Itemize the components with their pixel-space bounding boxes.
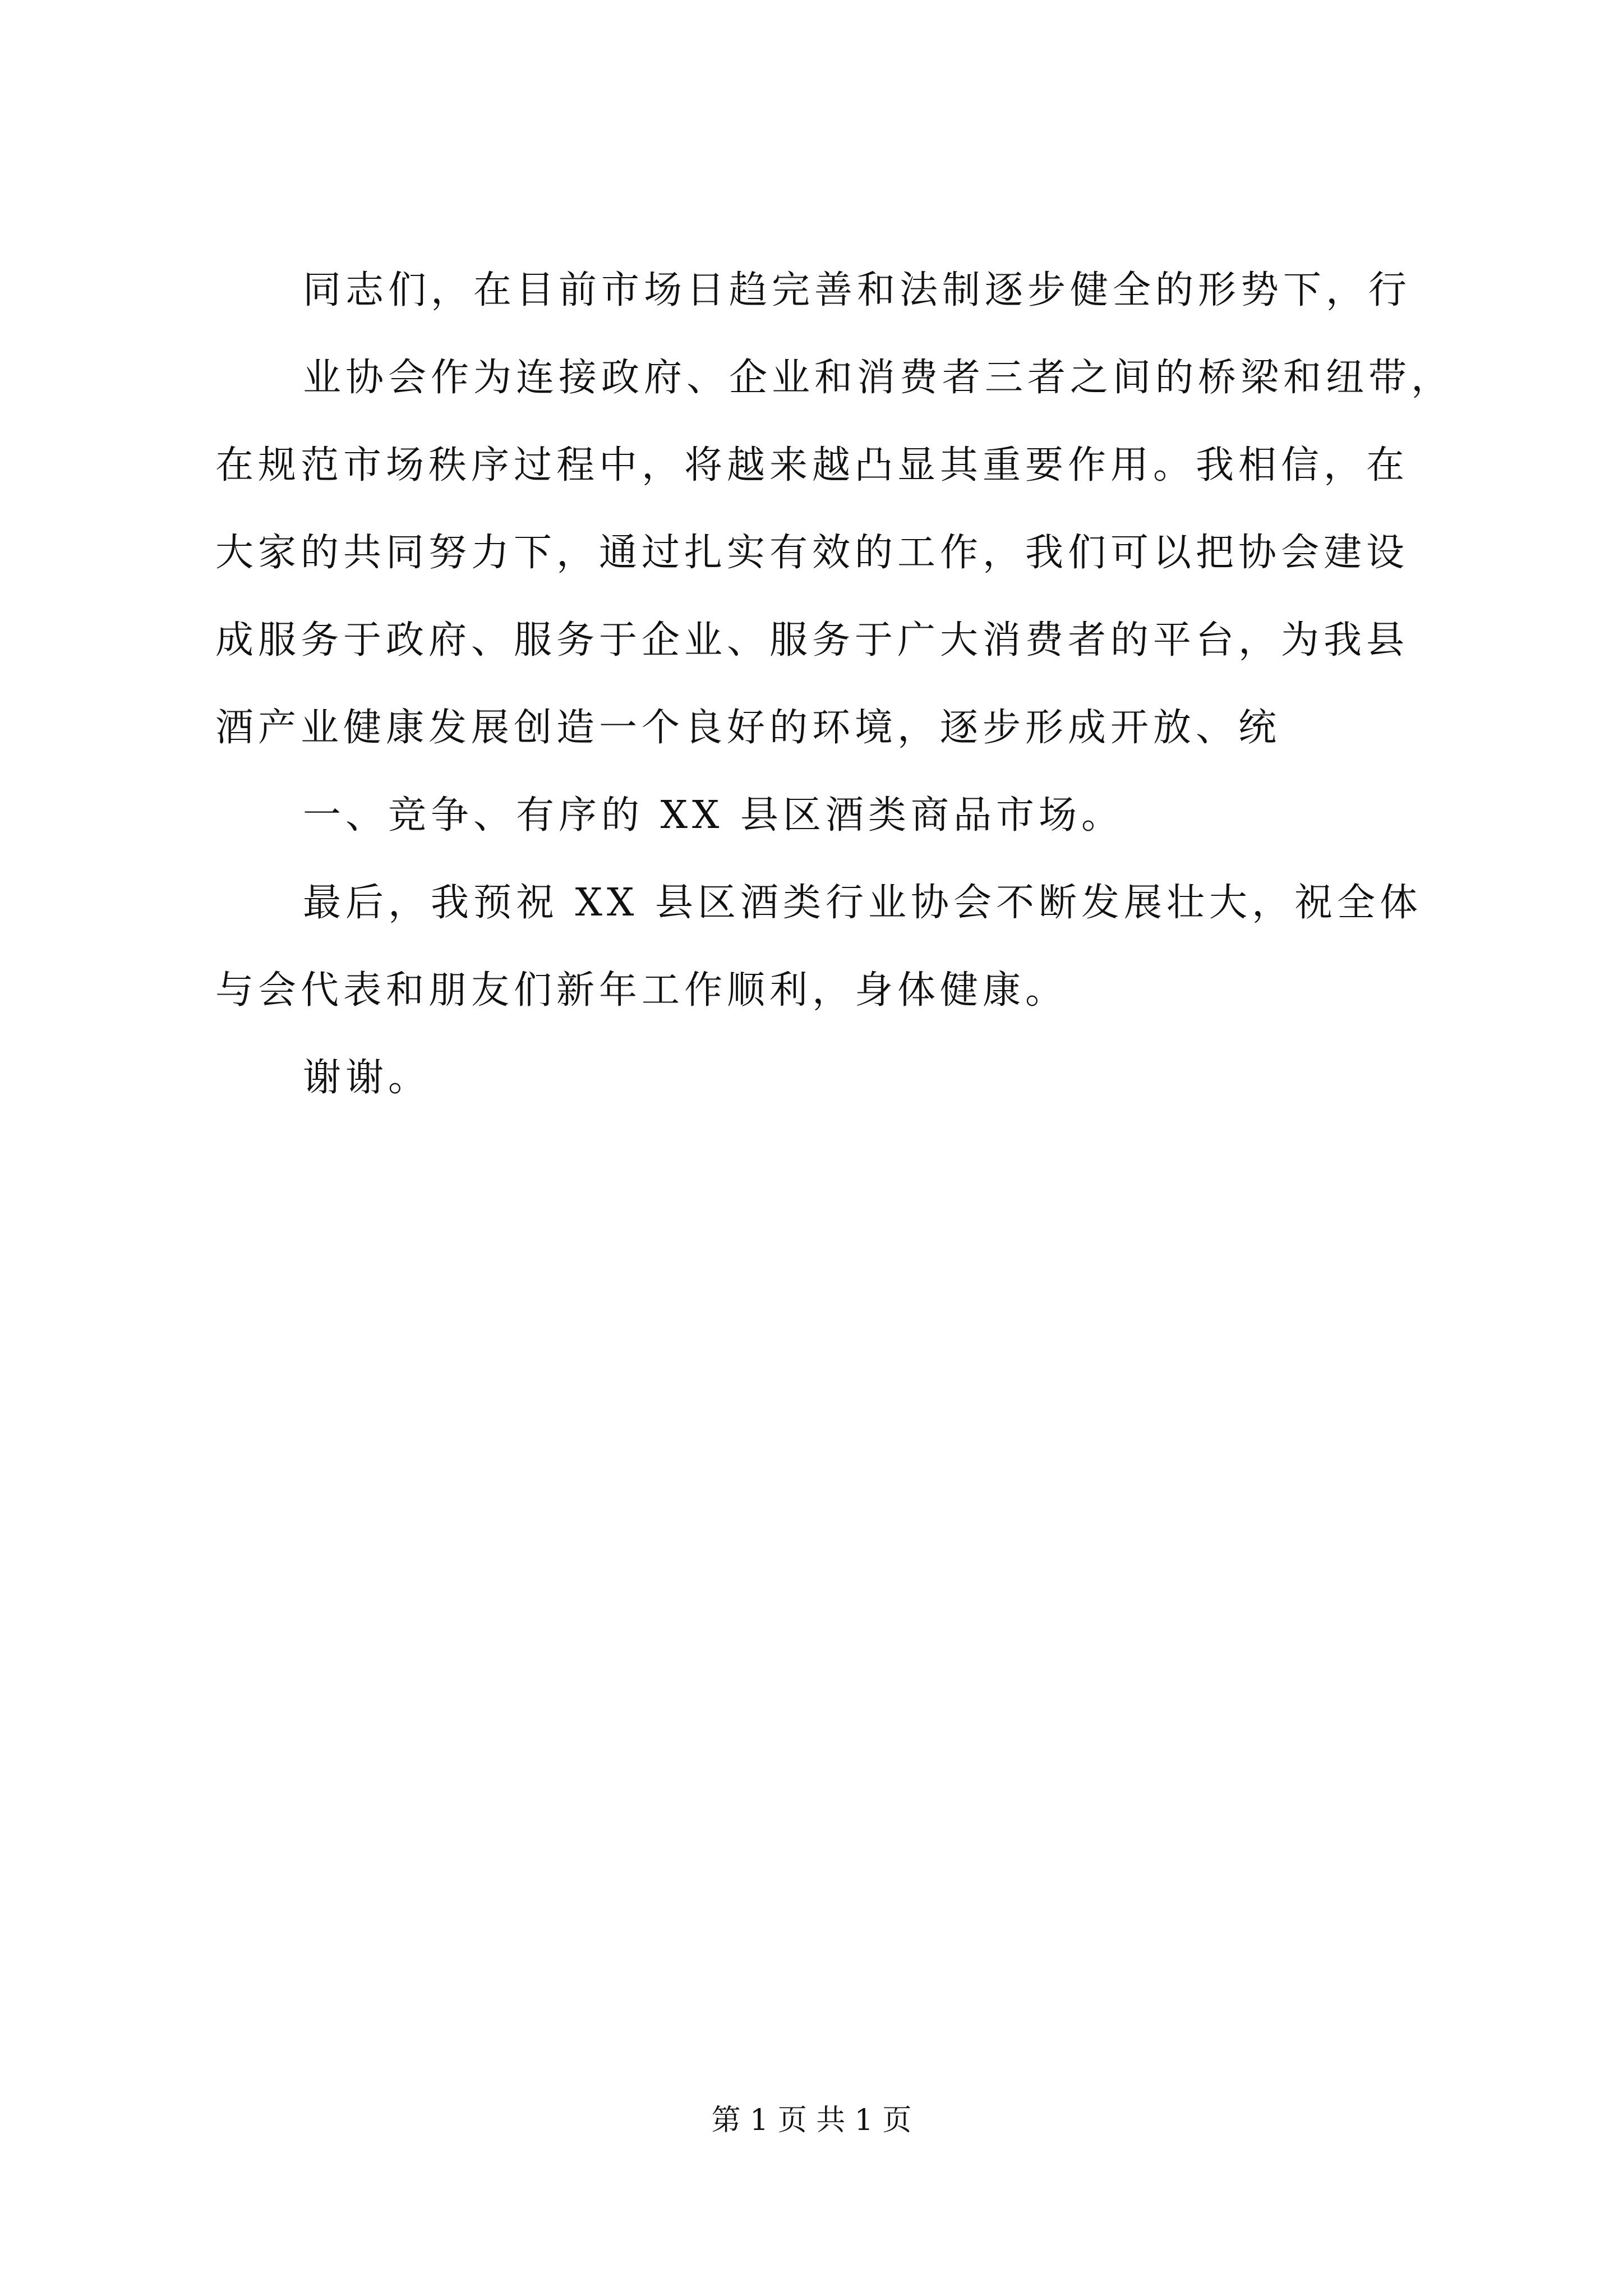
paragraph-line-1: 同志们，在目前市场日趋完善和法制逐步健全的形势下，行 [303,268,1412,312]
page-footer: 第 1 页 共 1 页 [711,2104,912,2137]
document-body [215,247,1472,1122]
paragraph-line-8: 最后，我预祝 XX 县区酒类行业协会不断发展壮大，祝全体 [303,881,1423,925]
closing-line: 谢谢。 [303,1056,431,1100]
paragraph-line-7: 一、竞争、有序的 XX 县区酒类商品市场。 [303,793,1124,838]
paragraph-line-3: 在规范市场秩序过程中，将越来越凸显其重要作用。我相信，在 [215,443,1409,487]
paragraph-line-2: 业协会作为连接政府、企业和消费者三者之间的桥梁和纽带， [303,356,1454,400]
paragraph-line-5: 成服务于政府、服务于企业、服务于广大消费者的平台，为我县 [215,618,1409,662]
paragraph-line-4: 大家的共同努力下，通过扎实有效的工作，我们可以把协会建设 [215,531,1409,575]
paragraph-line-6: 酒产业健康发展创造一个良好的环境，逐步形成开放、统 [215,706,1281,750]
paragraph-line-9: 与会代表和朋友们新年工作顺利，身体健康。 [215,968,1068,1013]
